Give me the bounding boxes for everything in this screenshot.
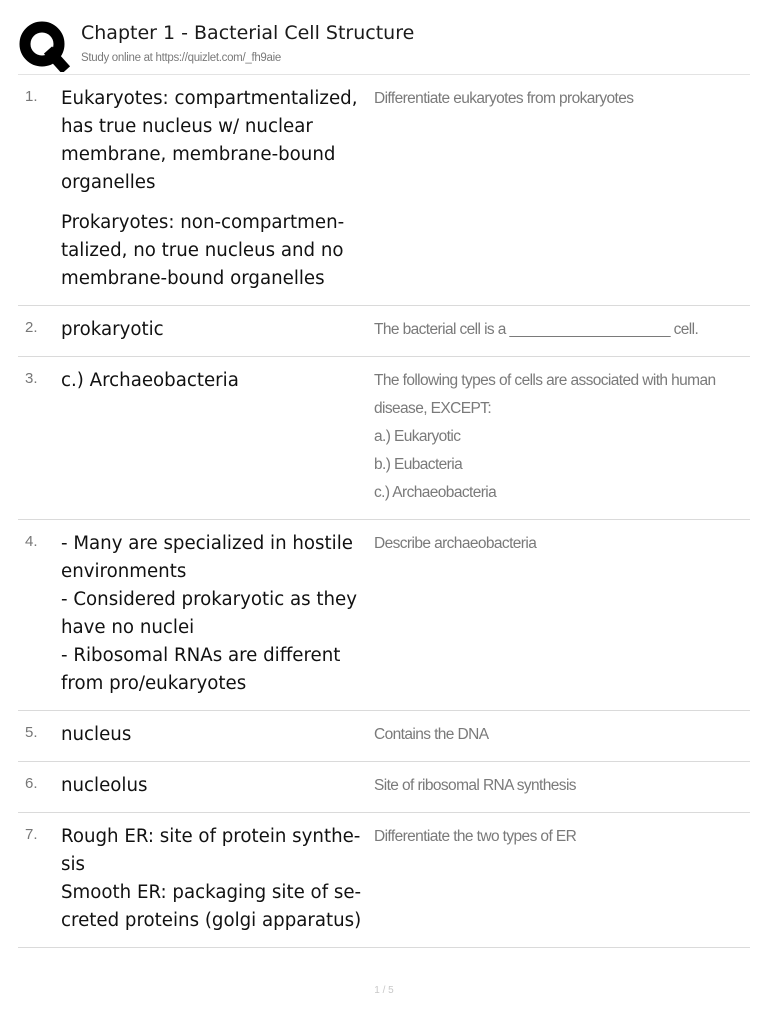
card-number: 5. — [25, 724, 38, 741]
card-term — [61, 367, 374, 507]
study-link-text: Study online at https://quizlet.com/_fh9aie — [81, 52, 281, 64]
card-definition — [374, 316, 750, 344]
card-number: 2. — [25, 319, 38, 336]
flashcard-list — [18, 75, 750, 948]
card-number: 7. — [25, 826, 38, 843]
flashcard-row — [18, 357, 750, 520]
term-line: Rough ER: site of protein synthe-sis — [61, 826, 361, 875]
definition-line: Differentiate the two types of ER — [374, 828, 577, 845]
flashcard-row — [18, 75, 750, 306]
card-definition — [374, 772, 750, 800]
card-term — [61, 85, 374, 293]
page-title: Chapter 1 - Bacterial Cell Structure — [81, 22, 415, 44]
flashcard-row — [18, 813, 750, 948]
quizlet-logo-icon — [18, 20, 70, 72]
term-line: - Many are specialized in hostile environments — [61, 533, 353, 582]
definition-line: c.) Archaeobacteria — [374, 484, 497, 501]
flashcard-row — [18, 306, 750, 357]
definition-line: Site of ribosomal RNA synthesis — [374, 777, 576, 794]
card-number: 4. — [25, 533, 38, 550]
card-term — [61, 823, 374, 935]
term-line: - Ribosomal RNAs are different from pro/eukaryotes — [61, 645, 341, 694]
flashcard-row — [18, 762, 750, 813]
card-definition — [374, 721, 750, 749]
term-paragraph: c.) Archaeobacteria — [61, 370, 239, 391]
definition-line: Differentiate eukaryotes from prokaryotes — [374, 90, 634, 107]
document-header — [18, 20, 750, 75]
term-paragraph: Eukaryotes: compartmentalized, has true nucleus w/ nuclear membrane, membrane-bound organelles — [61, 88, 358, 193]
term-paragraph: Prokaryotes: non-compartmen-talized, no true nucleus and no membrane-bound organelles — [61, 212, 345, 289]
card-definition — [374, 530, 750, 698]
card-definition — [374, 823, 750, 935]
definition-line: Describe archaeobacteria — [374, 535, 537, 552]
definition-line: The bacterial cell is a ____________________ cell. — [374, 321, 699, 338]
term-paragraph: nucleus — [61, 724, 132, 745]
card-term — [61, 316, 374, 344]
card-definition — [374, 85, 750, 293]
page-number: 1 / 5 — [374, 985, 394, 996]
definition-line: Contains the DNA — [374, 726, 489, 743]
flashcard-row — [18, 711, 750, 762]
term-line: - Considered prokaryotic as they have no nuclei — [61, 589, 358, 638]
card-definition — [374, 367, 750, 507]
term-line: Smooth ER: packaging site of se-creted proteins (golgi apparatus) — [61, 882, 362, 931]
definition-line: b.) Eubacteria — [374, 456, 463, 473]
card-term — [61, 772, 374, 800]
term-paragraph: nucleolus — [61, 775, 148, 796]
card-term — [61, 530, 374, 698]
card-term — [61, 721, 374, 749]
definition-line: a.) Eukaryotic — [374, 428, 461, 445]
card-number: 3. — [25, 370, 38, 387]
flashcard-row — [18, 520, 750, 711]
term-paragraph: prokaryotic — [61, 319, 164, 340]
definition-line: The following types of cells are associated with human disease, EXCEPT: — [374, 372, 716, 417]
card-number: 1. — [25, 88, 38, 105]
card-number: 6. — [25, 775, 38, 792]
